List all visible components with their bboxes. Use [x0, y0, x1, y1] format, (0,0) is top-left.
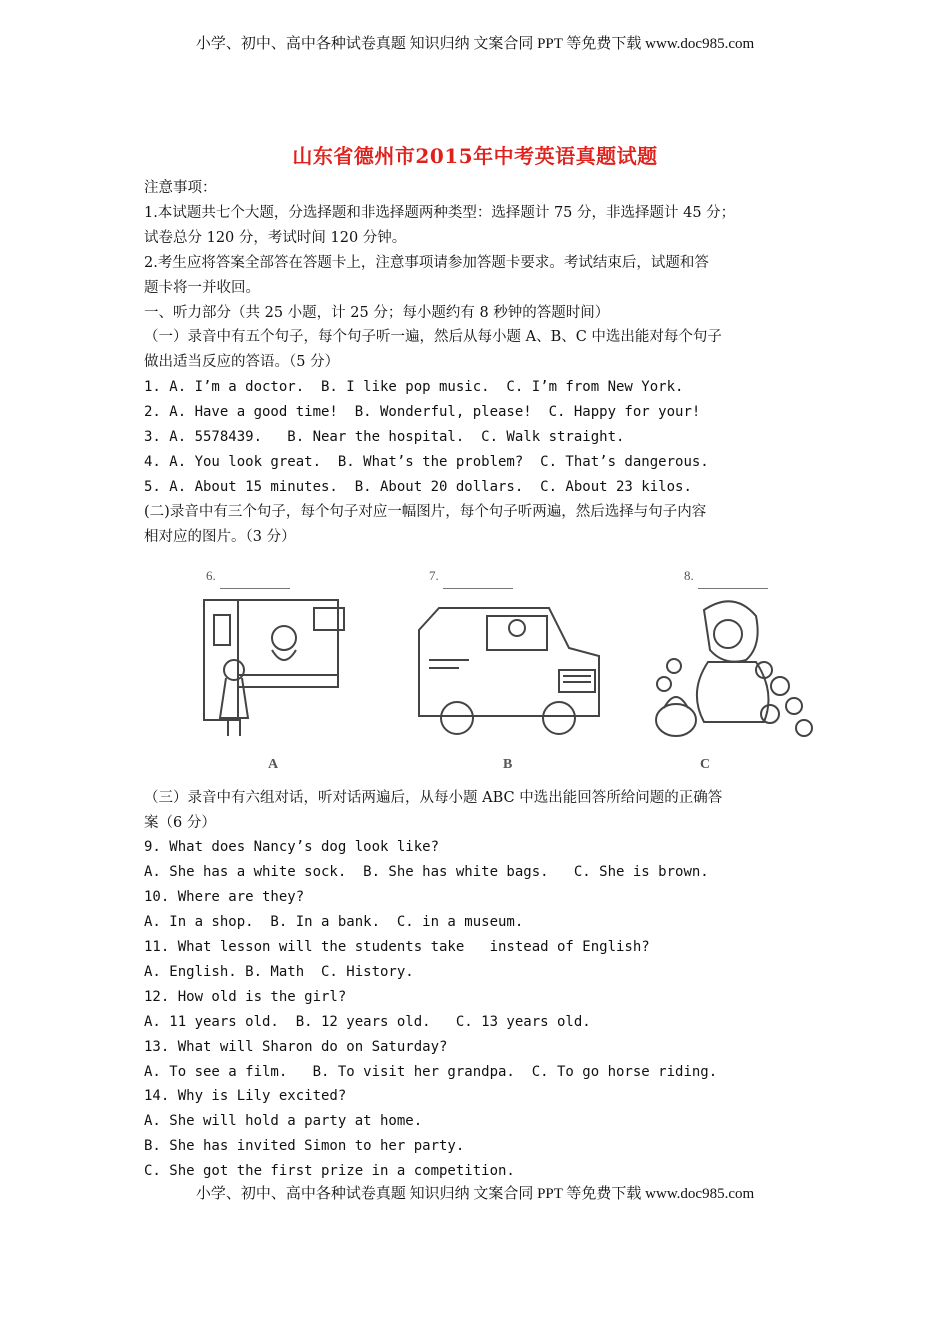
question-4: 4. A. You look great. B. What’s the problem? C. That’s dangerous.	[144, 453, 709, 470]
question-10: 10. Where are they?	[144, 889, 305, 906]
section3-intro-b: 案（6 分）	[144, 814, 216, 831]
question-3: 3. A. 5578439. B. Near the hospital. C. Walk straight.	[144, 429, 625, 446]
part1-heading: 一、听力部分（共 25 小题，计 25 分；每小题约有 8 秒钟的答题时间）	[144, 304, 610, 321]
picture-a	[184, 558, 394, 782]
bank-teller-drawing	[184, 590, 374, 750]
section2-intro-a: (二)录音中有三个句子，每个句子对应一幅图片，每个句子听两遍，然后选择与句子内容	[144, 503, 707, 520]
section1-intro-b: 做出适当反应的答语。（5 分）	[144, 354, 340, 371]
blank-8: 8.	[684, 564, 768, 589]
notes-item-1a: 1.本试题共七个大题，分选择题和非选择题两种类型：选择题计 75 分，非选择题计 45 分；	[144, 204, 736, 221]
girl-flowers-drawing	[644, 590, 820, 750]
question-14: 14. Why is Lily excited?	[144, 1088, 347, 1105]
question-12: 12. How old is the girl?	[144, 988, 347, 1005]
question-5: 5. A. About 15 minutes. B. About 20 dollars. C. About 23 kilos.	[144, 478, 692, 495]
answers-12: A. 11 years old. B. 12 years old. C. 13 years old.	[144, 1013, 591, 1030]
answer-14b: B. She has invited Simon to her party.	[144, 1138, 465, 1155]
page-header: 小学、初中、高中各种试卷真题 知识归纳 文案合同 PPT 等免费下载 www.doc985.com	[195, 36, 755, 52]
page-footer: 小学、初中、高中各种试卷真题 知识归纳 文案合同 PPT 等免费下载 www.doc985.com	[195, 1186, 755, 1202]
question-13: 13. What will Sharon do on Saturday?	[144, 1038, 448, 1055]
exam-title: 山东省德州市2015年中考英语真题试题	[292, 144, 658, 168]
picture-b	[409, 558, 619, 782]
answer-14c: C. She got the first prize in a competition.	[144, 1163, 515, 1180]
mail-truck-drawing	[409, 590, 619, 750]
picture-c	[644, 558, 854, 782]
picture-letter-c: C	[700, 756, 711, 772]
picture-options	[144, 558, 820, 782]
question-2: 2. A. Have a good time! B. Wonderful, please! C. Happy for your!	[144, 404, 701, 421]
notes-item-1b: 试卷总分 120 分，考试时间 120 分钟。	[144, 229, 407, 246]
picture-letter-a: A	[268, 756, 279, 772]
answer-14a: A. She will hold a party at home.	[144, 1113, 423, 1130]
answers-9: A. She has a white sock. B. She has white bags. C. She is brown.	[144, 864, 709, 881]
question-1: 1. A. I’m a doctor. B. I like pop music. C. I’m from New York.	[144, 379, 684, 396]
notes-item-2b: 题卡将一并收回。	[144, 279, 260, 296]
question-11: 11. What lesson will the students take instead of English?	[144, 939, 650, 956]
exam-body	[144, 176, 820, 1184]
answers-11: A. English. B. Math C. History.	[144, 963, 414, 980]
question-9: 9. What does Nancy’s dog look like?	[144, 839, 440, 856]
blank-7: 7.	[429, 564, 513, 589]
notes-item-2a: 2.考生应将答案全部答在答题卡上，注意事项请参加答题卡要求。考试结束后，试题和答	[144, 254, 709, 271]
section3-intro-a: （三）录音中有六组对话，听对话两遍后，从每小题 ABC 中选出能回答所给问题的正确答	[144, 789, 723, 806]
section2-intro-b: 相对应的图片。（3 分）	[144, 528, 296, 545]
notes-heading: 注意事项：	[144, 180, 217, 196]
answers-13: A. To see a film. B. To visit her grandpa. C. To go horse riding.	[144, 1063, 718, 1080]
picture-letter-b: B	[503, 756, 513, 772]
section1-intro-a: （一）录音中有五个句子，每个句子听一遍，然后从每小题 A、B、C 中选出能对每个句子	[144, 329, 722, 346]
blank-6: 6.	[206, 564, 290, 589]
answers-10: A. In a shop. B. In a bank. C. in a museum.	[144, 914, 524, 931]
